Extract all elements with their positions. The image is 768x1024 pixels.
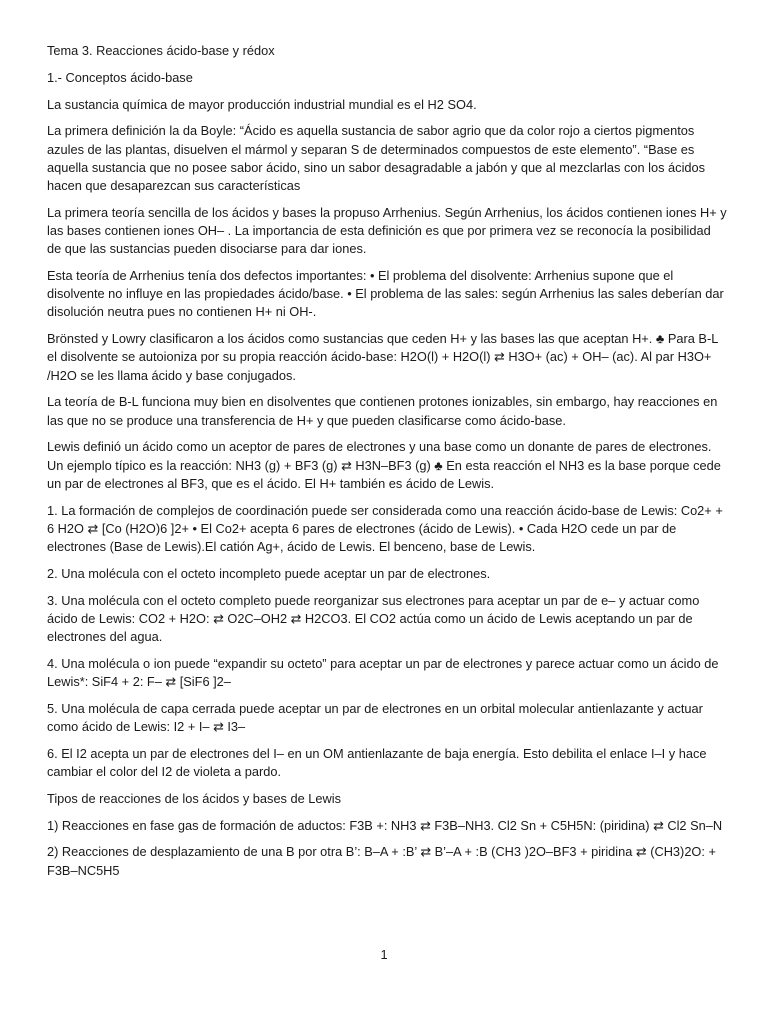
paragraph: 2) Reacciones de desplazamiento de una B por otra B’: B–A + :B’ ⇄ B’–A + :B (CH3 )2O–BF3 + piridina ⇄ (CH3)2O: + F3B–NC5H5 [47,844,716,878]
paragraph: 6. El I2 acepta un par de electrones del I– en un OM antienlazante de baja energía. Esto debilita el enlace I–I y hace cambiar el color del I2 de violeta a pardo. [47,745,707,780]
paragraph: Lewis definió un ácido como un aceptor de pares de electrones y una base como un donante de pares de electrones. Un ejemplo típico es la reacción: NH3 (g) + BF3 (g) ⇄ H3N–BF3 (g) ♣ En esta reacción el NH3 es la base porque cede un par de electrones al BF3, que es el ácido. El H+ también es ácido de Lewis. [47,439,721,491]
page-number: 1 [380,947,388,962]
paragraph: 4. Una molécula o ion puede “expandir su octeto” para aceptar un par de electrones y parece actuar como un ácido de Lewis*: SiF4 + 2: F– ⇄ [SiF6 ]2– [47,655,719,690]
paragraph: Esta teoría de Arrhenius tenía dos defectos importantes: • El problema del disolvente: Arrhenius supone que el disolvente no influye en las propiedades ácido/base. • El problema de las sales: según Arrhenius las sales deberían dar disolución neutra pues no contienen H+ ni OH-. [47,268,724,320]
paragraph: Brönsted y Lowry clasificaron a los ácidos como sustancias que ceden H+ y las bases las que aceptan H+. ♣ Para B-L el disolvente se autoioniza por su propia reacción ácido-base: H2O(l) + H2O(l) ⇄ H3O+ (ac) + OH– (ac). Al par H3O+ /H2O se les llama ácido y base conjugados. [47,331,718,383]
document-title: Tema 3. Reacciones ácido-base y rédox [47,43,275,58]
document-body [47,42,727,888]
section-heading: 1.- Conceptos ácido-base [47,69,193,85]
paragraph: 5. Una molécula de capa cerrada puede aceptar un par de electrones en un orbital molecular antienlazante y actuar como ácido de Lewis: I2 + I– ⇄ I3– [47,700,703,735]
paragraph: 1) Reacciones en fase gas de formación de aductos: F3B +: NH3 ⇄ F3B–NH3. Cl2 Sn + C5H5N: (piridina) ⇄ Cl2 Sn–N [47,817,723,833]
paragraph: La primera teoría sencilla de los ácidos y bases la propuso Arrhenius. Según Arrhenius, los ácidos contienen iones H+ y las bases contienen iones OH– . La importancia de esta definición es que por primera vez se reconocía la posibilidad de que las sustancias pueden disociarse para dar iones. [47,204,727,257]
paragraph: La teoría de B-L funciona muy bien en disolventes que contienen protones ionizables, sin embargo, hay reacciones en las que no se produce una transferencia de H+ y que pueden clasificarse como ácido-base. [47,394,718,428]
paragraph: 1. La formación de complejos de coordinación puede ser considerada como una reacción ácido-base de Lewis: Co2+ + 6 H2O ⇄ [Co (H2O)6 ]2+ • El Co2+ acepta 6 pares de electrones (ácido de Lewis). • Cada H2O cede un par de electrones (Base de Lewis).El catión Ag+, ácido de Lewis. El benceno, base de Lewis. [47,502,723,555]
paragraph: 3. Una molécula con el octeto completo puede reorganizar sus electrones para aceptar un par de e– y actuar como ácido de Lewis: CO2 + H2O: ⇄ O2C–OH2 ⇄ H2CO3. El CO2 actúa como un ácido de Lewis aceptando un par de electrones del agua. [47,592,700,645]
paragraph: La sustancia química de mayor producción industrial mundial es el H2 SO4. [47,96,477,112]
paragraph: La primera definición la da Boyle: “Ácido es aquella sustancia de sabor agrio que da color rojo a ciertos pigmentos azules de las plantas, disuelven el mármol y separan S de determinados compuestos de este elemento”. “Base es aquella sustancia que no posee sabor ácido, sino un sabor desagradable a jabón y que al mezclarlas con los ácidos hacen que desaparezcan sus características [47,123,706,193]
subsection-heading: Tipos de reacciones de los ácidos y bases de Lewis [47,790,342,806]
paragraph: 2. Una molécula con el octeto incompleto puede aceptar un par de electrones. [47,565,491,581]
